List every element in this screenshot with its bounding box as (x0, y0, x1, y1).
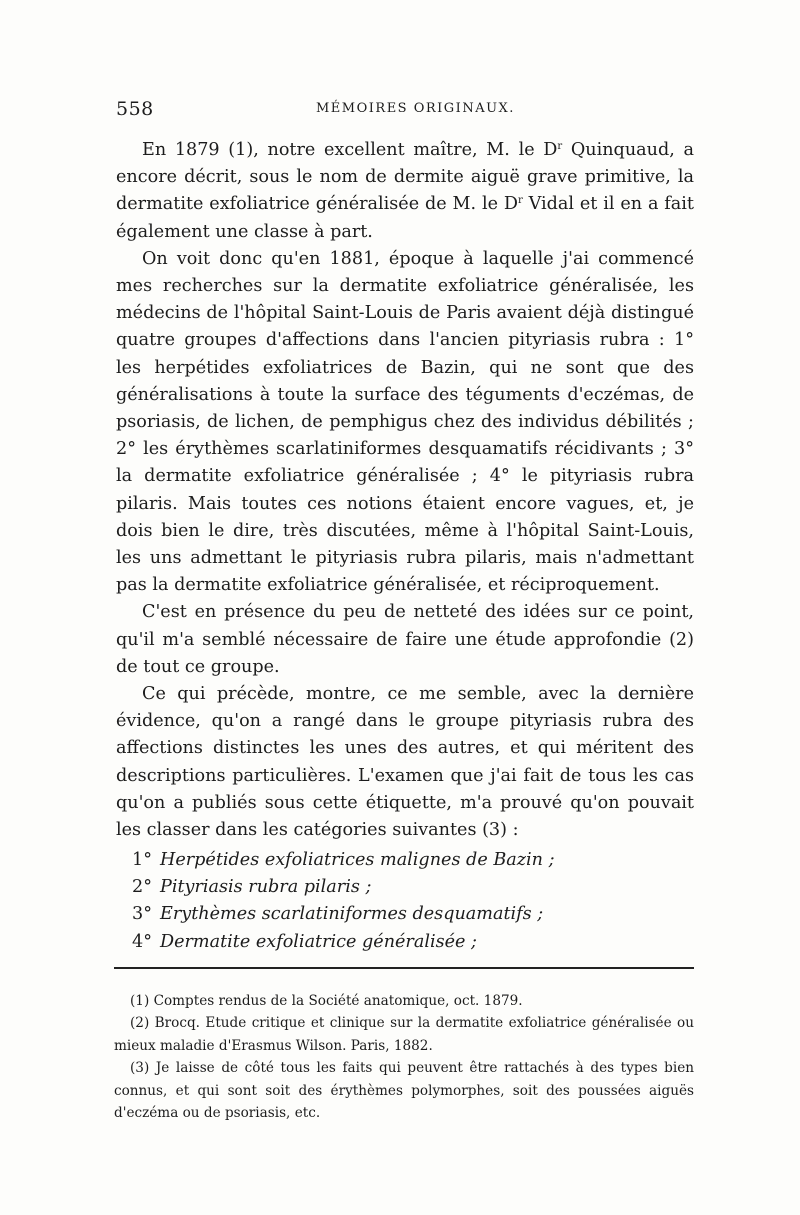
list-item (132, 929, 692, 956)
superscript-r: r (518, 195, 523, 207)
footnotes (114, 990, 694, 1124)
list-item-number: 3° (132, 904, 152, 925)
list-item-text: Erythèmes scarlatiniformes desquamatifs ; (160, 904, 544, 925)
list-item-number: 2° (132, 877, 152, 898)
paragraph-4: Ce qui précède, montre, ce me semble, avec la dernière évidence, qu'on a rangé dans le groupe pityriasis rubra des affections distinctes les unes des autres, et qui méritent des descriptions particulières. L'examen que j'ai fait de tous les cas qu'on a publiés sous cette étiquette, m'a prouvé qu'on pouvait les classer dans les catégories suivantes (3) : (116, 684, 694, 841)
list-item (132, 901, 692, 928)
main-text (116, 137, 694, 844)
list-item-number: 4° (132, 931, 152, 952)
list-item-number: 1° (132, 850, 152, 870)
superscript-r: r (557, 141, 563, 152)
list-item (132, 874, 692, 901)
running-title: MÉMOIRES ORIGINAUX. (316, 101, 515, 116)
footnote-divider (114, 967, 694, 969)
page-header (116, 98, 696, 122)
paragraph-1-part-2: Quinquaud, a encore décrit, sous le nom de dermite aiguë grave primitive, la dermatite exfoliatrice généralisée de M. le D (116, 140, 694, 215)
category-list (132, 847, 692, 956)
list-item-text: Herpétides exfoliatrices malignes de Bazin ; (160, 850, 555, 870)
footnote-2: (2) Brocq. Etude critique et clinique sur la dermatite exfoliatrice généralisée ou mieux maladie d'Erasmus Wilson. Paris, 1882. (114, 1015, 694, 1054)
paragraph-3: C'est en présence du peu de netteté des idées sur ce point, qu'il m'a semblé nécessaire de faire une étude approfondie (2) de tout ce groupe. (116, 602, 694, 677)
paragraph-1 (116, 137, 694, 246)
page-number: 558 (116, 98, 154, 120)
paragraph-1-part-3: Vidal et il en a fait également une classe à part. (116, 194, 694, 242)
footnote-3: (3) Je laisse de côté tous les faits qui peuvent être rattachés à des types bien connus, et qui sont soit des érythèmes polymorphes, soit des poussées aiguës d'eczéma ou de psoriasis, etc. (114, 1060, 694, 1122)
list-item-text: Dermatite exfoliatrice généralisée ; (160, 931, 477, 952)
list-item-text: Pityriasis rubra pilaris ; (160, 877, 372, 898)
paragraph-1-part-1: En 1879 (1), notre excellent maître, M. le D (142, 140, 558, 160)
list-item (132, 847, 692, 874)
paragraph-2: On voit donc qu'en 1881, époque à laquelle j'ai commencé mes recherches sur la dermatite exfoliatrice généralisée, les médecins de l'hôpital Saint-Louis de Paris avaient déjà distingué quatre groupes d'affections dans l'ancien pityriasis rubra : 1° les herpétides exfoliatrices de Bazin, qui ne sont que des généralisations à toute la surface des téguments d'eczémas, de psoriasis, de lichen, de pemphigus chez des individus débilités ; 2° les érythèmes scarlatiniformes desquamatifs récidivants ; 3° la dermatite exfoliatrice généralisée ; 4° le pityriasis rubra pilaris. Mais toutes ces notions étaient encore vagues, et, je dois bien le dire, très discutées, même à l'hôpital Saint-Louis, les uns admettant le pityriasis rubra pilaris, mais n'admettant pas la dermatite exfoliatrice généralisée, et réciproquement. (116, 248, 694, 596)
footnote-1: (1) Comptes rendus de la Société anatomique, oct. 1879. (130, 993, 523, 1009)
